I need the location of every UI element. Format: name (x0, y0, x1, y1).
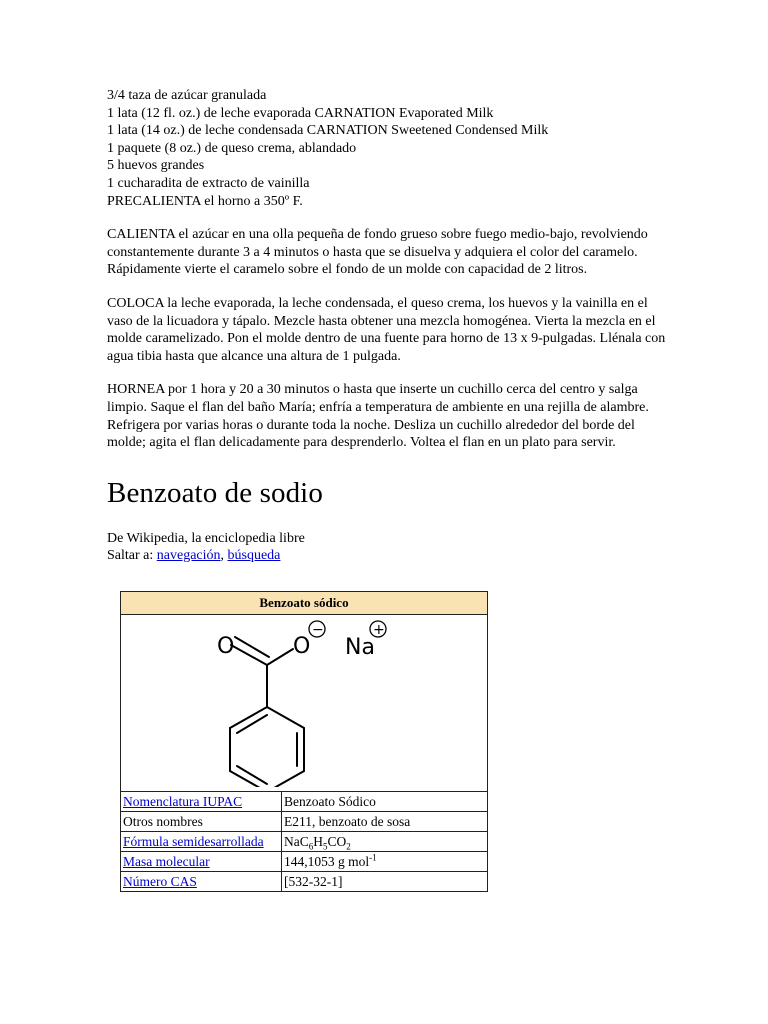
link-separator: , (220, 547, 228, 563)
step-paragraph: COLOCA la leche evaporada, la leche condensada, el queso crema, los huevos y la vainilla en el vaso de la licuadora y tápalo. Mezcle hasta obtener una mezcla homogénea. Vierta la mezcla en el molde caramelizado. Pon el molde dentro de una fuente para horno de 13 x 9-pulgadas. Llénala con agua tibia hasta que alcance una altura de 1 pulgada. (107, 295, 666, 364)
infobox-header-row (121, 592, 488, 615)
ingredient-line: 5 huevos grandes (107, 158, 205, 174)
co-double-bond-2 (235, 637, 269, 657)
formula-part: CO (327, 833, 347, 849)
formula-subscript: 5 (323, 841, 328, 852)
infobox-value-formula (282, 832, 488, 852)
plus-sign: + (373, 622, 385, 638)
ring-double-bond (237, 766, 267, 784)
navigation-link[interactable]: navegación (156, 547, 221, 563)
infobox-table (120, 591, 488, 892)
co-double-bond (231, 645, 267, 665)
formula-subscript: 6 (308, 841, 314, 852)
infobox-row (121, 852, 488, 872)
structure-row (121, 615, 488, 792)
formula-part: NaC (284, 833, 309, 849)
infobox-value: E211, benzoato de sosa (282, 812, 488, 832)
mass-exponent: -1 (369, 852, 377, 862)
oxygen-label: O (293, 634, 311, 659)
infobox-value (282, 852, 488, 872)
source-line: De Wikipedia, la enciclopedia libre (107, 530, 305, 546)
search-link[interactable]: búsqueda (227, 547, 281, 563)
mass-value: 144,1053 g mol (284, 853, 370, 869)
molar-mass-link[interactable]: Masa molecular (123, 853, 210, 869)
formula-link[interactable]: Fórmula semidesarrollada (123, 833, 264, 849)
benzene-ring (230, 707, 304, 787)
ingredient-line: 3/4 taza de azúcar granulada (107, 88, 267, 103)
ingredient-line: 1 paquete (8 oz.) de queso crema, ablandado (107, 140, 357, 156)
infobox-header: Benzoato sódico (121, 592, 488, 615)
cas-link[interactable]: Número CAS (123, 873, 197, 889)
jump-prefix: Saltar a: (107, 547, 157, 563)
formula-part: H (313, 833, 323, 849)
recipe-document (107, 87, 667, 564)
infobox-row (121, 812, 488, 832)
ingredient-line: 1 lata (14 oz.) de leche condensada CARNATION Sweetened Condensed Milk (107, 123, 549, 139)
ingredient-line: 1 lata (12 fl. oz.) de leche evaporada CARNATION Evaporated Milk (107, 105, 494, 121)
sodium-benzoate-structure-image (121, 615, 487, 787)
infobox-value: [532-32-1] (282, 872, 488, 892)
jump-line (107, 547, 667, 564)
formula-subscript: 2 (346, 841, 351, 852)
infobox-row (121, 792, 488, 812)
infobox-key (121, 872, 282, 892)
infobox-value: Benzoato Sódico (282, 792, 488, 812)
preheat-line: PRECALIENTA el horno a 350º F. (107, 193, 303, 209)
ingredient-list (107, 87, 667, 210)
oxygen-label: O (217, 634, 235, 659)
infobox-key (121, 792, 282, 812)
step-paragraph: CALIENTA el azúcar en una olla pequeña de fondo grueso sobre fuego medio-bajo, revolviendo constantemente durante 3 a 4 minutos o hasta que se disuelva y adquiera el color del caramelo. Rápidamente vierte el caramelo sobre el fondo de un molde con capacidad de 2 litros. (107, 227, 648, 278)
infobox-key (121, 832, 282, 852)
step-paragraph: HORNEA por 1 hora y 20 a 30 minutos o hasta que inserte un cuchillo cerca del centro y salga limpio. Saque el flan del baño María; enfría a temperatura de ambiente en una rejilla de alambre. Refrigera por varias horas o durante toda la noche. Desliza un cuchillo alrededor del borde del molde; agita el flan delicadamente para desprenderlo. Voltea el flan en un plato para servir. (107, 382, 649, 451)
ring-double-bond (237, 715, 267, 733)
sodium-label: Na (345, 635, 375, 660)
minus-sign: − (312, 622, 324, 638)
infobox-row (121, 832, 488, 852)
infobox-key: Otros nombres (121, 812, 282, 832)
co-single-bond (267, 649, 293, 665)
article-title: Benzoato de sodio (107, 476, 323, 509)
infobox-row (121, 872, 488, 892)
iupac-link[interactable]: Nomenclatura IUPAC (123, 793, 243, 809)
infobox-key (121, 852, 282, 872)
structure-cell (121, 615, 488, 792)
article-subheader (107, 530, 667, 564)
ingredient-line: 1 cucharadita de extracto de vainilla (107, 175, 310, 191)
